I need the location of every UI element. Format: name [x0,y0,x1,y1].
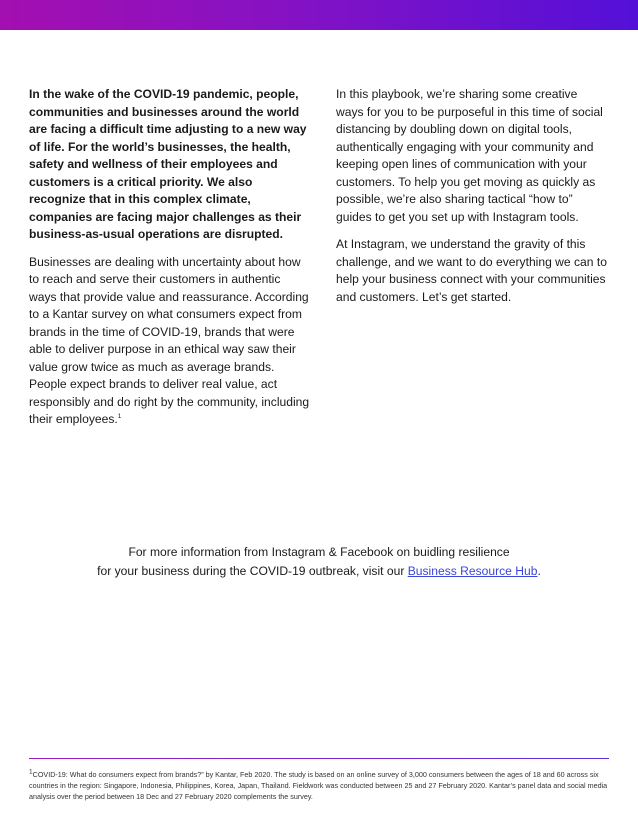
playbook-paragraph: In this playbook, we’re sharing some creative ways for you to be purposeful in this time of social distancing by doubling down on digital tools, authentically engaging with your community and keeping open lines of communication with your customers. To help you get moving as quickly as possible, we’re also sharing tactical “how to” guides to get you set up with Instagram tools. [336,87,603,224]
footnote-divider [29,758,609,759]
kantar-paragraph-text: Businesses are dealing with uncertainty about how to reach and serve their customers in authentic ways that provide value and reassurance. According to a Kantar survey on what consumers expect from brands in the time of COVID-19, brands that were able to deliver purpose in an ethical way saw their value grow twice as much as average brands. People expect brands to deliver real value, act responsibly and do right by the community, including their employees. [29,254,310,426]
instagram-paragraph: At Instagram, we understand the gravity of this challenge, and we want to do everything we can to help your business connect with your communities and customers. Let’s get started. [336,237,607,304]
resource-callout [0,543,638,581]
footnote-marker: 1 [29,768,33,776]
header-gradient-bar [0,0,638,30]
footnote-reference: 1 [117,412,122,420]
callout-line-1: For more information from Instagram & Facebook on buidling resilience [128,545,510,559]
callout-line-2 [0,562,638,581]
footnote-text: COVID-19: What do consumers expect from brands?” by Kantar, Feb 2020. The study is based on an online survey of 3,000 consumers between the ages of 18 and 60 across six countries in the region: Singapore, Indonesia, Philippines, Korea, Japan, Thailand. Fieldwork was conducted between 25 and 27 February 2020. Kantar’s panel data and social media analysis over the period between 18 Dec and 27 February 2020 complements the survey. [29,770,608,801]
callout-prefix: for your business during the COVID-19 outbreak, visit our [97,564,408,578]
footnote [29,769,614,802]
intro-paragraph: In the wake of the COVID-19 pandemic, people, communities and businesses around the world are facing a difficult time adjusting to a new way of life. For the world’s businesses, the health, safety and wellness of their employees and customers is a critical priority. We also recognize that in this complex climate, companies are facing major challenges as their business-as-usual operations are disrupted. [29,87,307,241]
right-column [336,86,608,316]
callout-suffix: . [537,564,541,578]
business-resource-hub-link[interactable]: Business Resource Hub [407,564,538,578]
left-column [29,86,310,439]
kantar-paragraph [29,254,310,429]
